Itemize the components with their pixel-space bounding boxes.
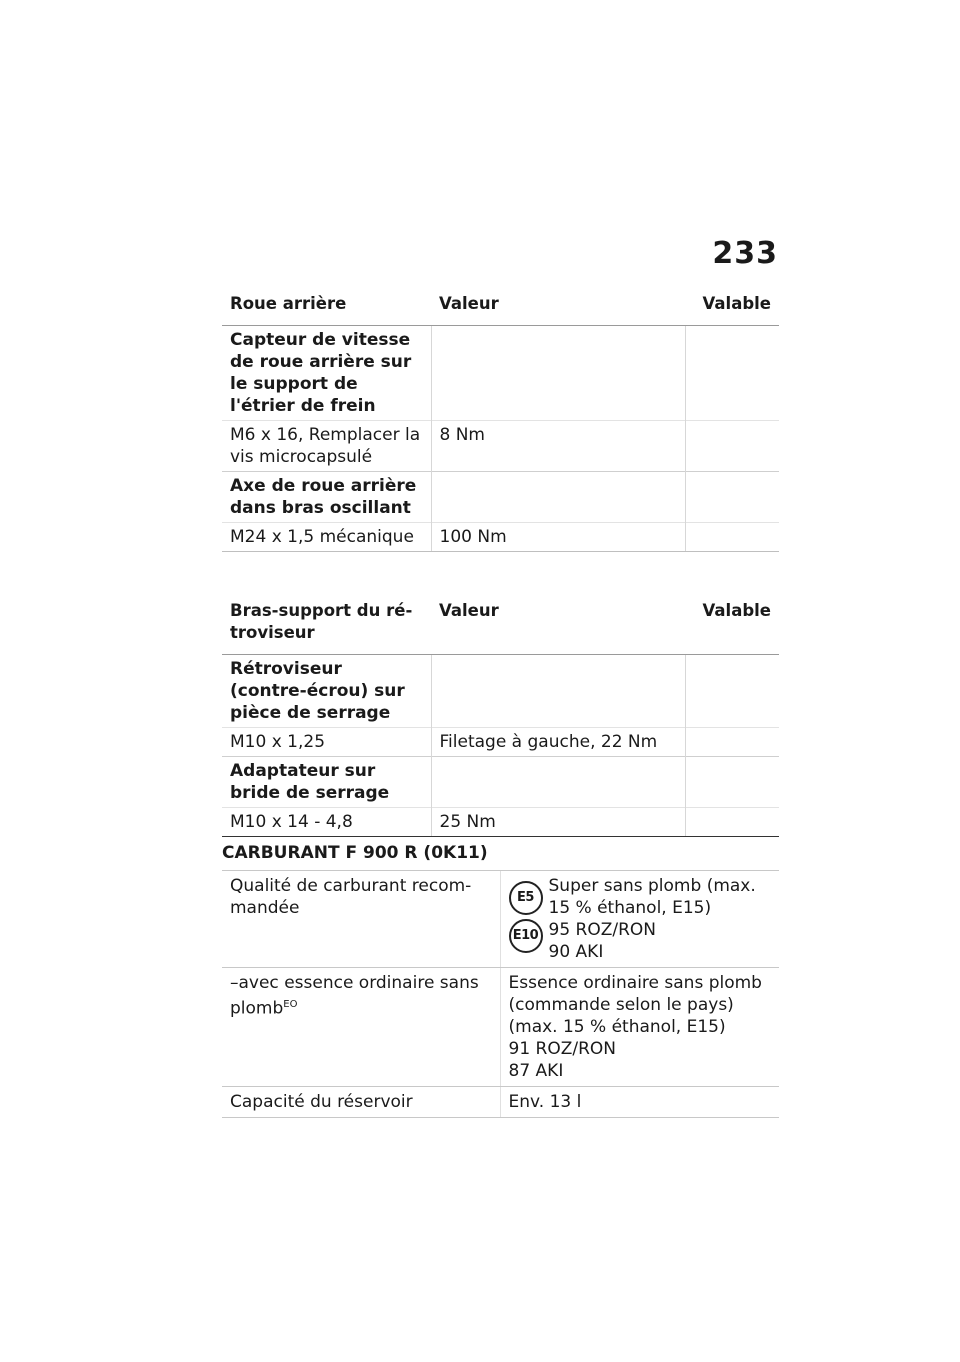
table-row bbox=[222, 808, 779, 837]
regular-fuel-value: 87 AKI bbox=[508, 1061, 564, 1081]
column-header-value: Valeur bbox=[431, 290, 685, 326]
component-title: Adaptateur sur bride de serrage bbox=[222, 757, 431, 808]
mirror-torque-table bbox=[222, 597, 779, 837]
component-title: Axe de roue arrière dans bras oscillant bbox=[222, 472, 431, 523]
fuel-quality-value: 90 AKI bbox=[548, 942, 604, 962]
column-header-value: Valeur bbox=[431, 597, 685, 655]
column-header-component: Bras-support du ré-troviseur bbox=[222, 597, 431, 655]
list-dash: – bbox=[230, 973, 239, 993]
table-row bbox=[222, 871, 779, 968]
regular-fuel-value: (commande selon le pays) bbox=[508, 995, 734, 1015]
e5-fuel-icon: E5 bbox=[509, 881, 543, 915]
value-cell: 8 Nm bbox=[431, 421, 685, 472]
tank-capacity-label: Capacité du réservoir bbox=[222, 1087, 500, 1118]
e10-fuel-icon: E10 bbox=[509, 919, 543, 953]
table-row bbox=[222, 968, 779, 1087]
spec-cell: M6 x 16, Remplacer la vis microcapsulé bbox=[222, 421, 431, 472]
component-title: Rétroviseur (contre-écrou) sur pièce de serrage bbox=[222, 655, 431, 728]
column-header-valid: Valable bbox=[685, 290, 779, 326]
rear-wheel-torque-table bbox=[222, 290, 779, 552]
column-header-component: Roue arrière bbox=[222, 290, 431, 326]
value-cell: 100 Nm bbox=[431, 523, 685, 552]
table-row bbox=[222, 1087, 779, 1118]
regular-fuel-value: Essence ordinaire sans plomb bbox=[508, 973, 762, 993]
eo-superscript: EO bbox=[283, 999, 298, 1010]
table-row bbox=[222, 523, 779, 552]
regular-fuel-label: avec essence ordinaire sans plomb bbox=[230, 973, 479, 1019]
fuel-table bbox=[222, 870, 779, 1118]
table-row bbox=[222, 757, 779, 808]
spec-cell: M24 x 1,5 mécanique bbox=[222, 523, 431, 552]
fuel-quality-value: Super sans plomb (max. bbox=[548, 876, 756, 896]
fuel-quality-label: Qualité de carburant recom-mandée bbox=[222, 871, 500, 968]
value-cell: Filetage à gauche, 22 Nm bbox=[431, 728, 685, 757]
table-row bbox=[222, 728, 779, 757]
fuel-quality-value: 95 ROZ/RON bbox=[548, 920, 657, 940]
tank-capacity-value: Env. 13 l bbox=[500, 1087, 779, 1118]
section-title: CARBURANT F 900 R (0K11) bbox=[222, 836, 779, 863]
page-number: 233 bbox=[712, 236, 778, 271]
column-header-valid: Valable bbox=[685, 597, 779, 655]
table-row bbox=[222, 326, 779, 421]
regular-fuel-value: (max. 15 % éthanol, E15) bbox=[508, 1017, 726, 1037]
fuel-quality-value: 15 % éthanol, E15) bbox=[548, 898, 712, 918]
component-title: Capteur de vitesse de roue arrière sur le support de l'étrier de frein bbox=[222, 326, 431, 421]
table-row bbox=[222, 655, 779, 728]
spec-cell: M10 x 1,25 bbox=[222, 728, 431, 757]
value-cell: 25 Nm bbox=[431, 808, 685, 837]
regular-fuel-value: 91 ROZ/RON bbox=[508, 1039, 617, 1059]
spec-cell: M10 x 14 - 4,8 bbox=[222, 808, 431, 837]
table-row bbox=[222, 421, 779, 472]
table-row bbox=[222, 472, 779, 523]
